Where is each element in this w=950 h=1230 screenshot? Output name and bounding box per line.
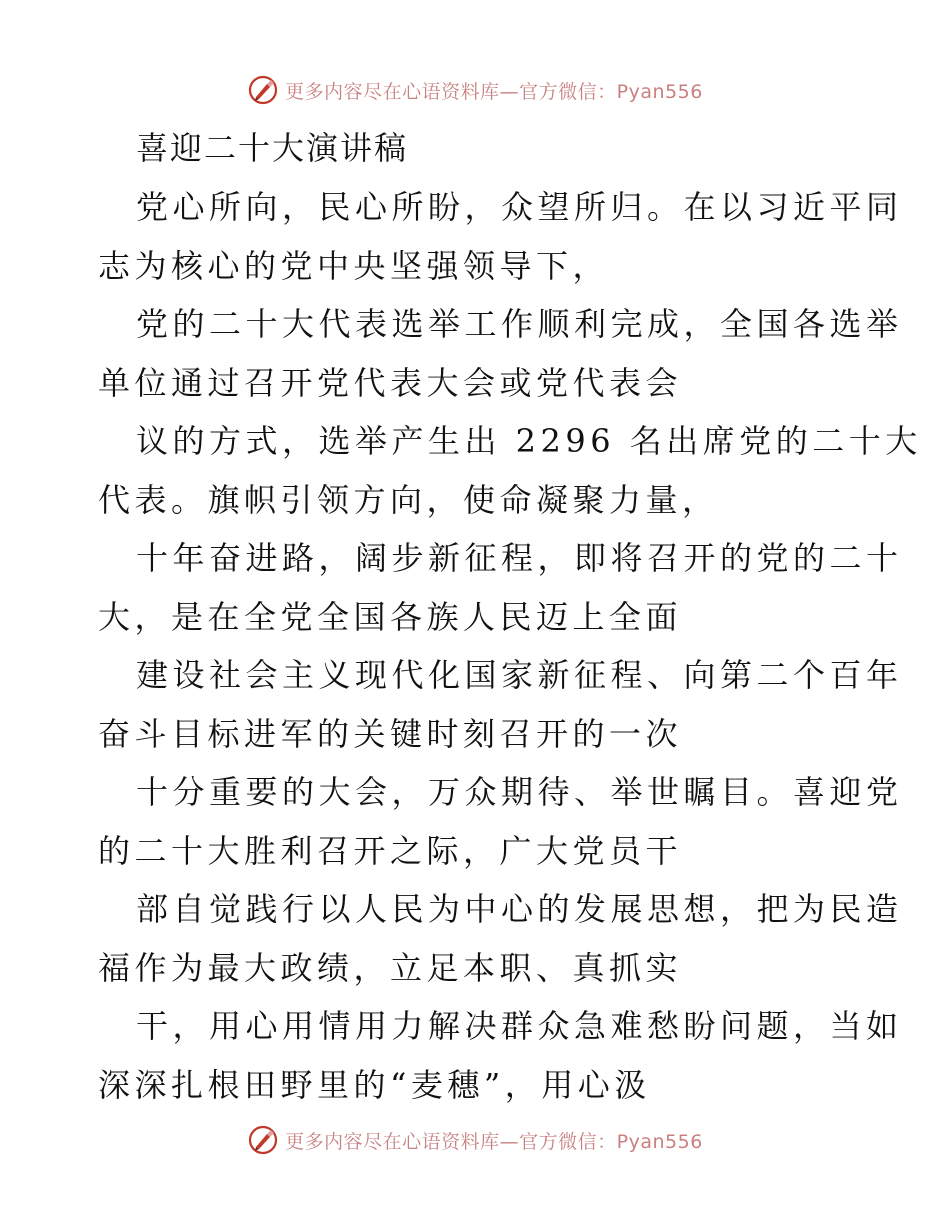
- document-title: 喜迎二十大演讲稿: [136, 129, 409, 167]
- paragraph: [98, 997, 903, 1114]
- paragraph-line: 单位通过召开党代表大会或党代表会: [98, 363, 683, 402]
- paragraph-line: 党心所向，民心所盼，众望所归。在以习近平同: [136, 188, 903, 226]
- paragraph-line: 志为核心的党中央坚强领导下，: [98, 246, 610, 285]
- paragraph: [98, 646, 903, 763]
- paragraph-line: 福作为最大政绩，立足本职、真抓实: [98, 948, 683, 987]
- paragraph: [98, 763, 903, 880]
- document-body: [98, 118, 922, 1114]
- paragraph-line: 十年奋进路，阔步新征程，即将召开的党的二十: [136, 539, 903, 577]
- pen-circle-logo-icon: [247, 74, 279, 106]
- paragraph-line: 十分重要的大会，万众期待、举世瞩目。喜迎党: [136, 773, 903, 811]
- paragraph-line: 建设社会主义现代化国家新征程、向第二个百年: [136, 656, 903, 694]
- pen-circle-logo-icon: [247, 1124, 279, 1156]
- paragraph: [98, 880, 903, 997]
- paragraph-line: 代表。旗帜引领方向，使命凝聚力量，: [98, 480, 719, 519]
- paragraph-line: 深深扎根田野里的“麦穗”，用心汲: [98, 1065, 651, 1104]
- paragraph-line: 奋斗目标进军的关键时刻召开的一次: [98, 714, 683, 753]
- paragraph: [98, 295, 903, 412]
- paragraph: [98, 412, 922, 529]
- paragraph: [98, 178, 903, 295]
- paragraph-line: 议的方式，选举产生出 2296 名出席党的二十大: [136, 422, 922, 460]
- banner-text: 更多内容尽在心语资料库—官方微信：Pyan556: [285, 80, 703, 103]
- paragraph-line: 干，用心用情用力解决群众急难愁盼问题，当如: [136, 1007, 903, 1045]
- paragraph-line: 的二十大胜利召开之际，广大党员干: [98, 831, 683, 870]
- header-banner: [0, 70, 950, 110]
- footer-banner: [0, 1120, 950, 1160]
- paragraph-line: 党的二十大代表选举工作顺利完成，全国各选举: [136, 305, 903, 343]
- paragraph: [98, 529, 903, 646]
- paragraph-line: 大，是在全党全国各族人民迈上全面: [98, 597, 683, 636]
- paragraph-line: 部自觉践行以人民为中心的发展思想，把为民造: [136, 890, 903, 928]
- banner-text: 更多内容尽在心语资料库—官方微信：Pyan556: [285, 1130, 703, 1153]
